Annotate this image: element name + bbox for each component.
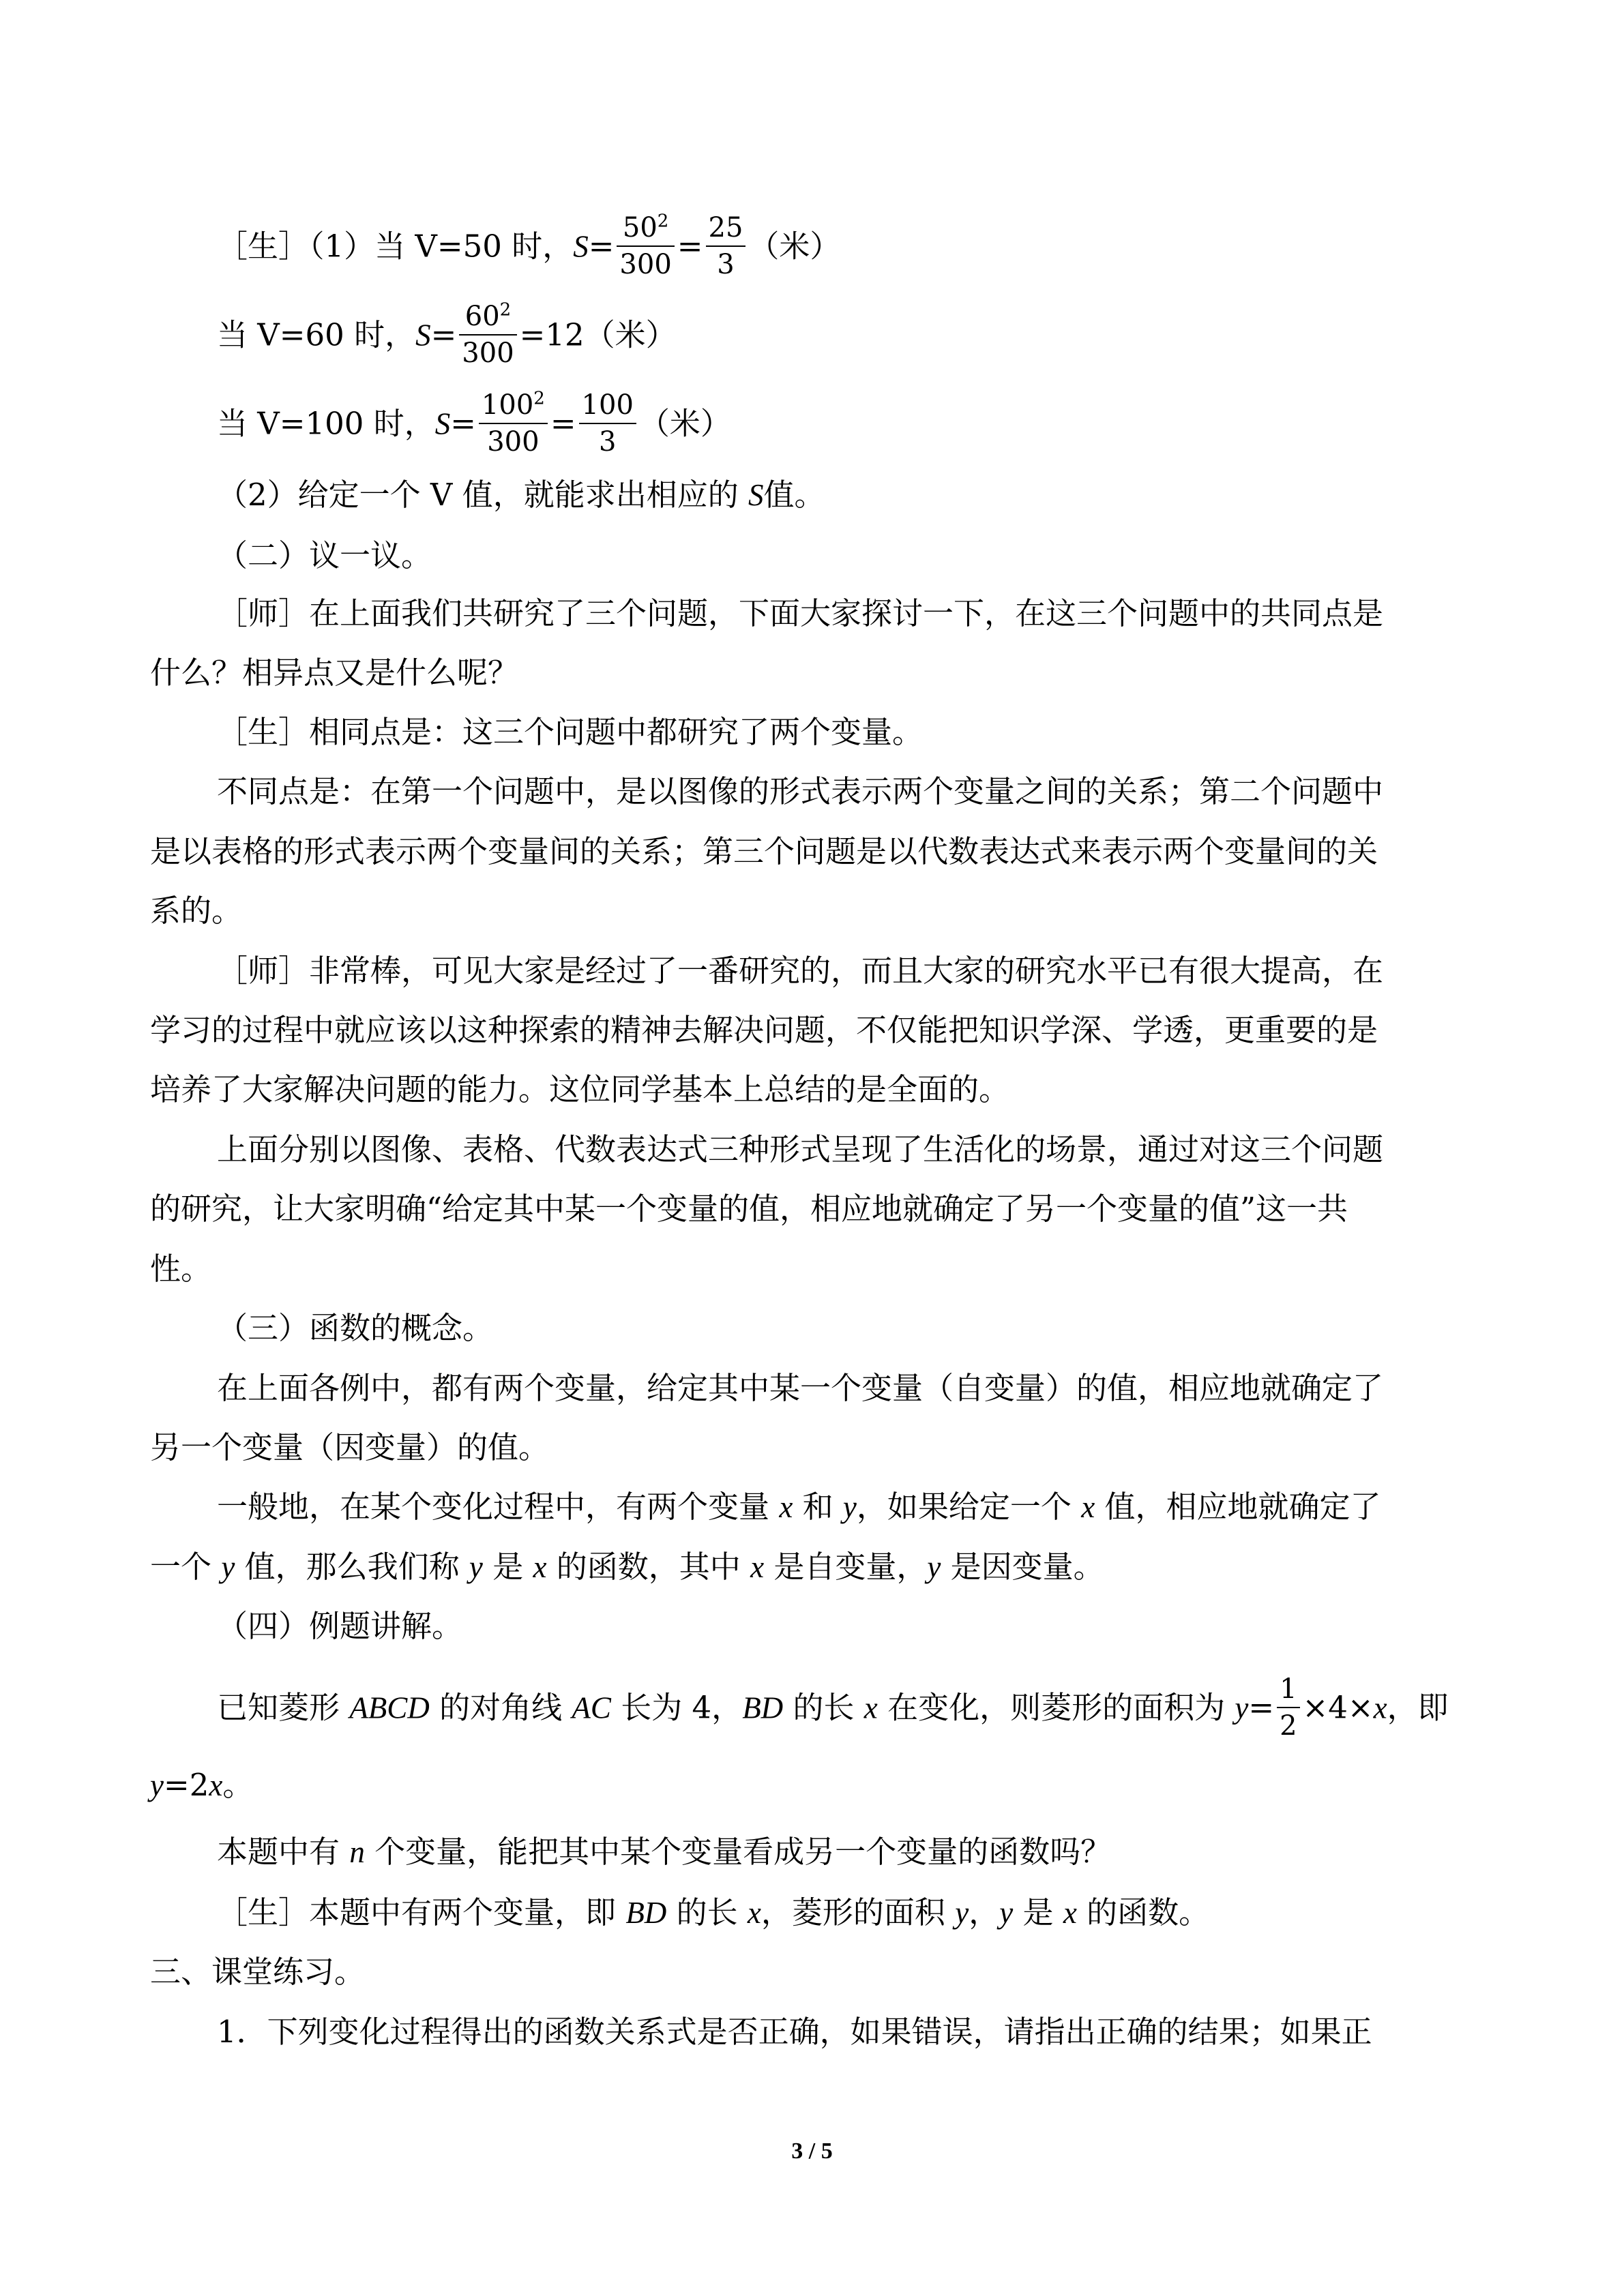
text: ［生］（1）当 V=50 时， bbox=[217, 228, 574, 265]
paragraph: 是以表格的形式表示两个变量间的关系；第三个问题是以代数表达式来表示两个变量间的关 bbox=[150, 833, 1378, 869]
formula-v50 bbox=[217, 211, 841, 281]
paragraph: 一般地，在某个变化过程中，有两个变量 x 和 y，如果给定一个 x 值，相应地就确定了 bbox=[217, 1489, 1381, 1525]
paragraph: 本题中有 n 个变量，能把其中某个变量看成另一个变量的函数吗？ bbox=[217, 1834, 1112, 1870]
text: = bbox=[677, 228, 703, 265]
paragraph: 1．下列变化过程得出的函数关系式是否正确，如果错误，请指出正确的结果；如果正 bbox=[217, 2014, 1372, 2050]
paragraph: 什么？相异点又是什么呢？ bbox=[150, 655, 519, 691]
formula-v60: 当 V=60 时，S= $\frac{60^2}{300}$ =12（米） bbox=[217, 299, 677, 369]
text: = bbox=[588, 228, 615, 265]
section-heading: （三）函数的概念。 bbox=[217, 1310, 494, 1346]
fraction: $\frac{60^2}{300}$ bbox=[459, 303, 516, 367]
paragraph: 培养了大家解决问题的能力。这位同学基本上总结的是全面的。 bbox=[150, 1071, 1010, 1107]
paragraph: 在上面各例中，都有两个变量，给定其中某一个变量（自变量）的值，相应地就确定了 bbox=[217, 1370, 1384, 1406]
paragraph: 系的。 bbox=[150, 893, 243, 929]
paragraph: 上面分别以图像、表格、代数表达式三种形式呈现了生活化的场景，通过对这三个问题 bbox=[217, 1131, 1384, 1167]
paragraph: ［生］本题中有两个变量，即 BD 的长 x，菱形的面积 y，y 是 x 的函数。 bbox=[217, 1894, 1210, 1930]
formula-v100: 当 V=100 时，S= $\frac{100^2}{300}$ = $\frac{100}{3}$ （米） bbox=[217, 388, 731, 458]
paragraph: 性。 bbox=[150, 1251, 212, 1287]
text: （米） bbox=[748, 228, 841, 265]
paragraph: 已知菱形 ABCD 的对角线 AC 长为 4，BD 的长 x 在变化，则菱形的面积为 y= $\frac{1}{2}$ ×4×x，即 bbox=[217, 1673, 1449, 1742]
page-number: 3 / 5 bbox=[791, 2138, 833, 2164]
fraction: $\frac{100^2}{300}$ bbox=[479, 391, 548, 456]
section-heading: 三、课堂练习。 bbox=[150, 1954, 366, 1990]
paragraph: 的研究，让大家明确“给定其中某一个变量的值，相应地就确定了另一个变量的值”这一共 bbox=[150, 1191, 1348, 1227]
fraction: $\frac{100}{3}$ bbox=[579, 391, 636, 456]
var-s: S bbox=[573, 229, 589, 264]
paragraph: ［师］非常棒，可见大家是经过了一番研究的，而且大家的研究水平已有很大提高，在 bbox=[217, 953, 1384, 989]
paragraph: 另一个变量（因变量）的值。 bbox=[150, 1429, 550, 1465]
paragraph: ［师］在上面我们共研究了三个问题，下面大家探讨一下，在这三个问题中的共同点是 bbox=[217, 595, 1384, 631]
paragraph: （2）给定一个 V 值，就能求出相应的 S值。 bbox=[217, 477, 825, 513]
fraction: $\frac{1}{2}$ bbox=[1277, 1675, 1299, 1740]
paragraph: ［生］相同点是：这三个问题中都研究了两个变量。 bbox=[217, 714, 924, 750]
section-heading: （四）例题讲解。 bbox=[217, 1608, 463, 1644]
fraction: $\frac{50^2}{300}$ bbox=[617, 214, 674, 278]
section-heading: （二）议一议。 bbox=[217, 537, 432, 573]
paragraph: 不同点是：在第一个问题中，是以图像的形式表示两个变量之间的关系；第二个问题中 bbox=[217, 773, 1384, 809]
fraction: $\frac{25}{3}$ bbox=[706, 214, 746, 278]
paragraph: y=2x。 bbox=[150, 1767, 254, 1803]
paragraph: 学习的过程中就应该以这种探索的精神去解决问题，不仅能把知识学深、学透，更重要的是 bbox=[150, 1012, 1378, 1048]
paragraph: 一个 y 值，那么我们称 y 是 x 的函数，其中 x 是自变量，y 是因变量。 bbox=[150, 1549, 1104, 1585]
